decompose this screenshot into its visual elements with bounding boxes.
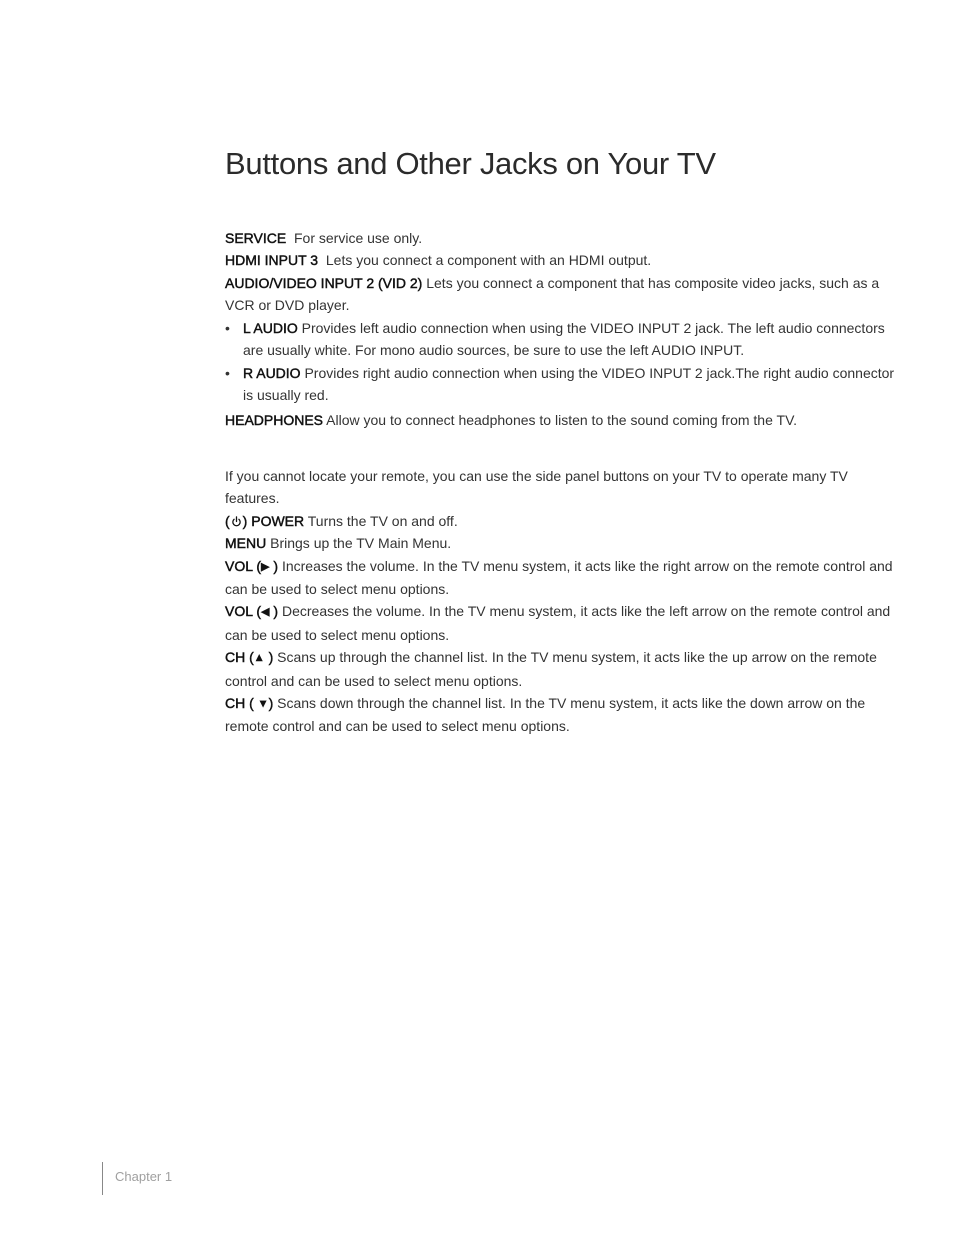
vol-up-prefix: VOL ( [225, 557, 262, 574]
l-audio-description: Provides left audio connection when using the VIDEO INPUT 2 jack. The left audio connectors are usually white. For mono audio sources, be sure to use the left AUDIO INPUT. [243, 319, 885, 359]
bullet-icon: • [225, 319, 230, 336]
service-term: SERVICE [225, 230, 287, 246]
power-open-paren: ( [225, 512, 230, 529]
right-triangle-icon: ▶ [261, 560, 270, 573]
r-audio-description: Provides right audio connection when using the VIDEO INPUT 2 jack.The right audio connector is usually red. [243, 364, 895, 404]
av-input-2-description: Lets you connect a component that has composite video jacks, such as a VCR or DVD player. [225, 274, 880, 314]
left-triangle-icon: ◀ [261, 606, 270, 619]
ch-up-term [225, 649, 273, 665]
ch-down-description: Scans down through the channel list. In the TV menu system, it acts like the down arrow on the remote control and can be used to select menu options. [225, 695, 866, 735]
ch-up-prefix: CH ( [225, 649, 254, 666]
vol-up-entry [225, 555, 897, 601]
power-label: POWER [251, 512, 305, 529]
ch-down-prefix: CH ( [225, 695, 254, 712]
page-title: Buttons and Other Jacks on Your TV [225, 146, 716, 181]
menu-description: Brings up the TV Main Menu. [270, 535, 452, 552]
vol-up-suffix: ) [273, 557, 279, 574]
vol-up-description: Increases the volume. In the TV menu system, it acts like the right arrow on the remote control and can be used to select menu options. [225, 557, 893, 598]
list-item [225, 317, 897, 362]
l-audio-term: L AUDIO [243, 319, 298, 336]
r-audio-term: R AUDIO [243, 364, 301, 381]
menu-entry [225, 532, 897, 554]
list-item [225, 362, 897, 407]
ch-up-entry [225, 646, 897, 692]
menu-term: MENU [225, 535, 267, 552]
service-entry [225, 227, 897, 249]
service-description: For service use only. [294, 230, 423, 246]
power-description: Turns the TV on and off. [307, 512, 458, 529]
audio-bullet-list [225, 317, 897, 407]
jacks-section [225, 227, 897, 431]
power-close-paren: ) [242, 512, 248, 529]
ch-down-term [225, 695, 273, 711]
headphones-entry [225, 409, 897, 431]
vol-up-term [225, 558, 278, 574]
vol-down-term [225, 603, 278, 619]
power-icon [231, 516, 242, 527]
bullet-icon: • [225, 364, 230, 381]
hdmi-input-3-term: HDMI INPUT 3 [225, 252, 319, 269]
ch-up-description: Scans up through the channel list. In the TV menu system, it acts like the up arrow on the remote control and can be used to select menu options. [225, 649, 877, 689]
vol-down-prefix: VOL ( [225, 603, 262, 620]
av-input-2-term: AUDIO/VIDEO INPUT 2 (VID 2) [225, 274, 423, 291]
av-input-2-entry [225, 272, 897, 317]
hdmi-input-3-description: Lets you connect a component with an HDMI output. [325, 252, 652, 269]
headphones-description: Allow you to connect headphones to listen to the sound coming from the TV. [326, 411, 798, 428]
vol-down-entry [225, 600, 897, 646]
vol-down-suffix: ) [273, 603, 279, 620]
power-entry [225, 510, 897, 532]
side-panel-intro: If you cannot locate your remote, you can use the side panel buttons on your TV to operate many TV features. [225, 468, 848, 507]
ch-down-suffix: ) [268, 695, 274, 712]
ch-up-suffix: ) [268, 649, 274, 666]
up-triangle-icon: ▲ [253, 652, 265, 665]
hdmi-input-3-entry [225, 249, 897, 271]
side-panel-buttons-section [225, 465, 897, 738]
power-term [225, 513, 304, 529]
vol-down-description: Decreases the volume. In the TV menu system, it acts like the left arrow on the remote control and can be used to select menu options. [225, 603, 891, 643]
down-triangle-icon: ▼ [257, 698, 269, 711]
headphones-term: HEADPHONES [225, 411, 324, 428]
footer-chapter-label: Chapter 1 [115, 1169, 173, 1184]
footer-divider [102, 1162, 103, 1195]
ch-down-entry [225, 692, 897, 738]
